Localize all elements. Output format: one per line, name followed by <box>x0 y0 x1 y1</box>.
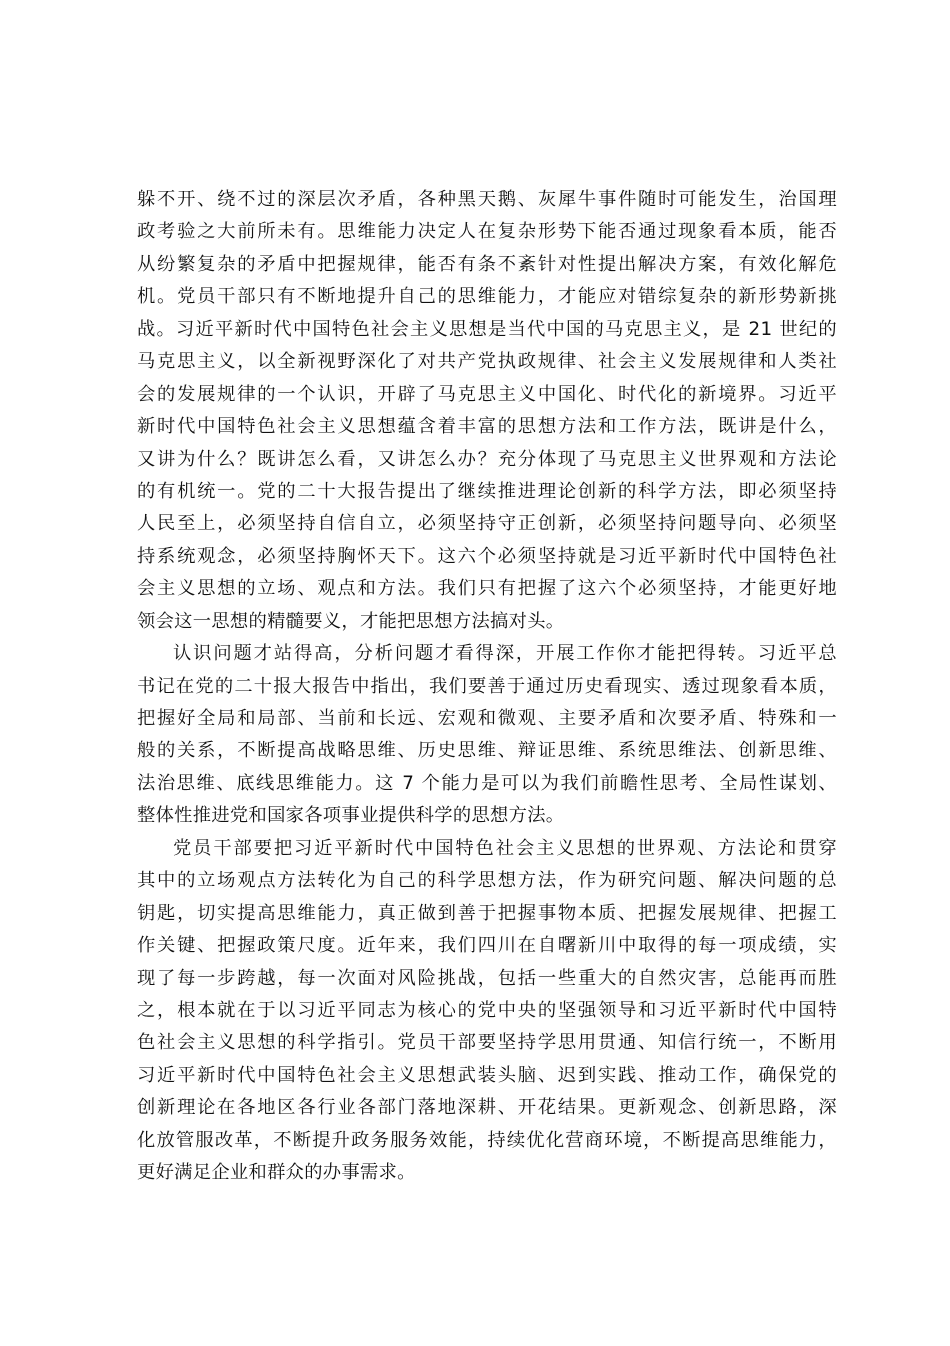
document-body <box>137 184 837 1190</box>
text-line: 作关键、把握政策尺度。近年来，我们四川在自曙新川中取得的每一项成绩，实 <box>137 935 837 957</box>
text-line: 党员干部要把习近平新时代中国特色社会主义思想的世界观、方法论和贯穿 <box>173 837 837 859</box>
text-line: 书记在党的二十报大报告中指出，我们要善于通过历史看现实、透过现象看本质， <box>137 675 837 697</box>
text-line: 现了每一步跨越，每一次面对风险挑战，包括一些重大的自然灾害，总能再而胜 <box>137 967 837 989</box>
text-line: 钥匙，切实提高思维能力，真正做到善于把握事物本质、把握发展规律、把握工 <box>137 902 837 924</box>
text-line: 把握好全局和局部、当前和长远、宏观和微观、主要矛盾和次要矛盾、特殊和一 <box>137 708 837 729</box>
text-line: 化放管服改革，不断提升政务服务效能，持续优化营商环境，不断提高思维能力， <box>137 1129 837 1151</box>
text-line: 会的发展规律的一个认识，开辟了马克思主义中国化、时代化的新境界。习近平 <box>137 383 837 405</box>
text-line: 创新理论在各地区各行业各部门落地深耕、开花结果。更新观念、创新思路，深 <box>137 1097 837 1119</box>
text-line: 的有机统一。党的二十大报告提出了继续推进理论创新的科学方法，即必须坚持 <box>137 480 837 502</box>
text-line: 马克思主义，以全新视野深化了对共产党执政规律、社会主义发展规律和人类社 <box>137 351 837 373</box>
text-line: 躲不开、绕不过的深层次矛盾，各种黑天鹅、灰犀牛事件随时可能发生，治国理 <box>137 189 837 210</box>
text-line: 法治思维、底线思维能力。这 7 个能力是可以为我们前瞻性思考、全局性谋划、 <box>137 772 837 794</box>
text-line: 更好满足企业和群众的办事需求。 <box>137 1162 416 1184</box>
text-line: 认识问题才站得高，分析问题才看得深，开展工作你才能把得转。习近平总 <box>173 643 837 665</box>
text-line: 持系统观念，必须坚持胸怀天下。这六个必须坚持就是习近平新时代中国特色社 <box>137 545 837 567</box>
text-line: 般的关系，不断提高战略思维、历史思维、辩证思维、系统思维法、创新思维、 <box>137 740 837 762</box>
text-line: 领会这一思想的精髓要义，才能把思想方法搞对头。 <box>137 610 565 632</box>
text-line: 之，根本就在于以习近平同志为核心的党中央的坚强领导和习近平新时代中国特 <box>137 999 837 1021</box>
text-line: 政考验之大前所未有。思维能力决定人在复杂形势下能否通过现象看本质，能否 <box>137 221 837 243</box>
text-line: 色社会主义思想的科学指引。党员干部要坚持学思用贯通、知信行统一，不断用 <box>137 1032 837 1054</box>
text-line: 其中的立场观点方法转化为自己的科学思想方法，作为研究问题、解决问题的总 <box>137 870 837 892</box>
text-line: 又讲为什么？既讲怎么看，又讲怎么办？充分体现了马克思主义世界观和方法论 <box>137 448 837 470</box>
text-line: 人民至上，必须坚持自信自立，必须坚持守正创新，必须坚持问题导向、必须坚 <box>137 513 837 535</box>
text-line: 机。党员干部只有不断地提升自己的思维能力，才能应对错综复杂的新形势新挑 <box>137 286 837 308</box>
text-line: 从纷繁复杂的矛盾中把握规律，能否有条不紊针对性提出解决方案，有效化解危 <box>137 253 837 275</box>
text-line: 习近平新时代中国特色社会主义思想武装头脑、迟到实践、推动工作，确保党的 <box>137 1064 837 1086</box>
text-line: 新时代中国特色社会主义思想蕴含着丰富的思想方法和工作方法，既讲是什么， <box>137 416 837 438</box>
text-line: 战。习近平新时代中国特色社会主义思想是当代中国的马克思主义，是 21 世纪的 <box>137 318 837 340</box>
text-line: 会主义思想的立场、观点和方法。我们只有把握了这六个必须坚持，才能更好地 <box>137 578 837 600</box>
text-line: 整体性推进党和国家各项事业提供科学的思想方法。 <box>137 805 565 827</box>
